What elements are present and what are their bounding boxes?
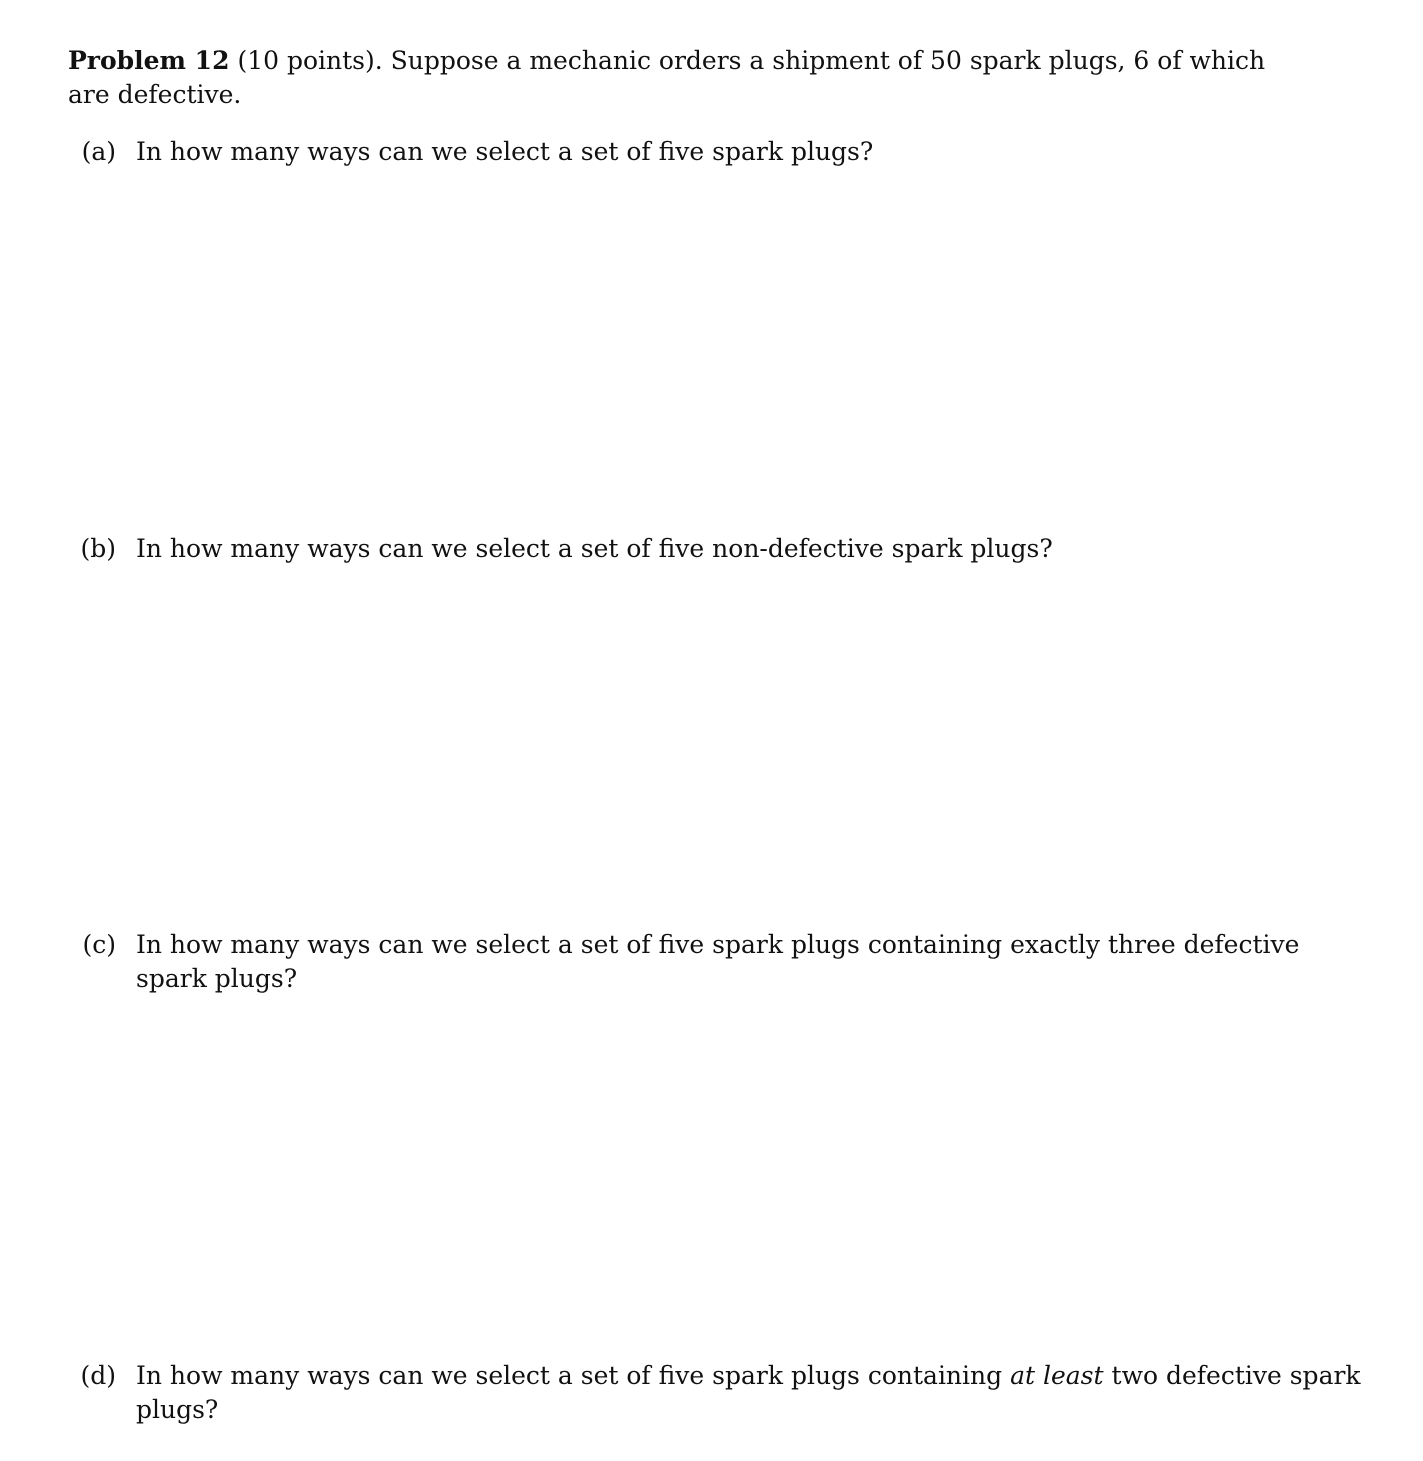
- part-b-question: In how many ways can we select a set of five non-defective spark plugs?: [136, 534, 1053, 563]
- part-d-text-after: two defective spark plugs?: [136, 1361, 1361, 1424]
- part-d-label: (d): [80, 1361, 116, 1390]
- problem-statement: [68, 44, 1303, 112]
- part-d-question: [136, 1359, 1366, 1427]
- part-c-label: (c): [82, 930, 116, 959]
- part-a-question: In how many ways can we select a set of five spark plugs?: [136, 137, 874, 166]
- part-c-question: In how many ways can we select a set of five spark plugs containing exactly three defective spark plugs?: [136, 930, 1300, 993]
- part-d-text-before: In how many ways can we select a set of five spark plugs containing: [136, 1361, 1003, 1390]
- part-a-label: (a): [81, 137, 116, 166]
- problem-points: (10 points).: [237, 46, 383, 75]
- part-b-label: (b): [80, 534, 116, 563]
- problem-text: Suppose a mechanic orders a shipment of 50 spark plugs, 6 of which are defective.: [68, 46, 1266, 109]
- part-d-emphasis: at least: [1010, 1361, 1104, 1390]
- problem-title: Problem 12: [68, 46, 230, 75]
